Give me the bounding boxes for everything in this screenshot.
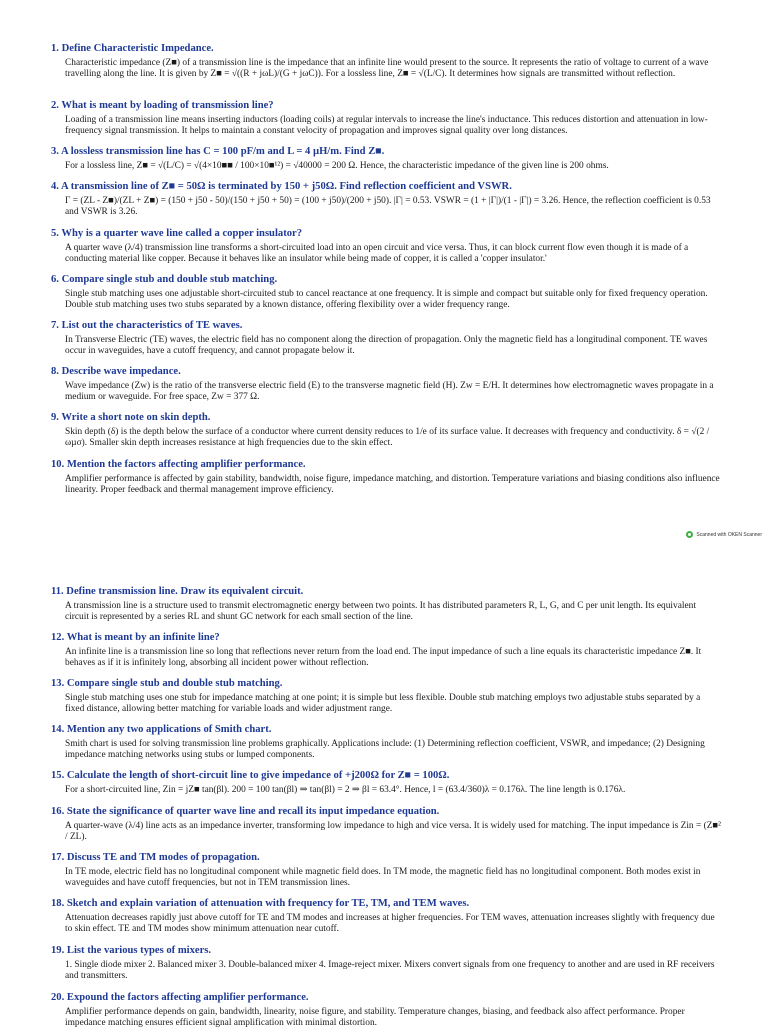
question-12 — [51, 631, 721, 668]
question-heading: 6. Compare single stub and double stub matching. — [51, 274, 278, 285]
question-20 — [51, 991, 721, 1028]
answer-text: Wave impedance (Zw) is the ratio of the transverse electric field (E) to the transverse magnetic field (H). Zw = E/H. It determines how electromagnetic waves propagate in a medium or waveguide. For free space, Zw = 377 Ω. — [65, 381, 714, 402]
question-heading: 2. What is meant by loading of transmission line? — [51, 100, 274, 111]
scanner-label: Scanned with OKEN Scanner — [696, 531, 762, 538]
question-15 — [51, 769, 721, 796]
answer-text: In Transverse Electric (TE) waves, the electric field has no component along the direction of propagation. Only the magnetic field has a longitudinal component. TE waves occur in waveguides, have a cutoff frequency, and cannot propagate below it. — [65, 335, 708, 356]
question-6 — [51, 273, 721, 310]
scanner-watermark — [686, 531, 762, 538]
answer-text: Amplifier performance depends on gain, bandwidth, linearity, noise figure, and stability. Temperature changes, biasing, and feedback also affect performance. Proper impedance matching ensures efficient signal amplification with minimal distortion. — [65, 1007, 685, 1028]
answer-text: Attenuation decreases rapidly just above cutoff for TE and TM modes and increases at higher frequencies. For TEM waves, attenuation increases slightly with frequency due to skin effect. TE and TM modes show minimum attenuation near cutoff. — [65, 913, 715, 934]
answer-text: For a lossless line, Z■ = √(L/C) = √(4×10■■ / 100×10■¹²) = √40000 = 200 Ω. Hence, the characteristic impedance of the given line is 200 ohms. — [65, 161, 609, 171]
question-heading: 4. A transmission line of Z■ = 50Ω is terminated by 150 + j50Ω. Find reflection coefficient and VSWR. — [51, 181, 512, 192]
question-10 — [51, 458, 721, 495]
document-page-2 — [0, 560, 768, 1028]
answer-text: Γ = (ZL - Z■)/(ZL + Z■) = (150 + j50 - 50)/(150 + j50 + 50) = (100 + j50)/(200 + j50). |Γ| = 0.53. VSWR = (1 + |Γ|)/(1 - |Γ|) = 3.26. Hence, the reflection coefficient is 0.53 and VSWR is 3.26. — [65, 196, 711, 217]
question-heading: 7. List out the characteristics of TE waves. — [51, 320, 243, 331]
answer-text: In TE mode, electric field has no longitudinal component while magnetic field does. In TM mode, the magnetic field has no longitudinal component. Both modes exist in waveguides and have cutoff frequencies, but not in TEM transmission lines. — [65, 867, 701, 888]
question-9 — [51, 411, 721, 448]
question-heading: 19. List the various types of mixers. — [51, 945, 212, 956]
scanner-logo-icon — [686, 531, 693, 538]
question-heading: 12. What is meant by an infinite line? — [51, 632, 220, 643]
question-2 — [51, 99, 721, 136]
question-heading: 18. Sketch and explain variation of attenuation with frequency for TE, TM, and TEM waves. — [51, 898, 470, 909]
answer-text: A quarter wave (λ/4) transmission line transforms a short-circuited load into an open circuit and vice versa. Thus, it can block current flow even though it is made of a conducting material like copper. Because it behaves like an insulator while being made of copper, it is called a 'copper insulator.' — [65, 243, 689, 264]
question-7 — [51, 319, 721, 356]
question-heading: 14. Mention any two applications of Smith chart. — [51, 724, 272, 735]
question-17 — [51, 851, 721, 888]
question-8 — [51, 365, 721, 402]
question-16 — [51, 805, 721, 842]
question-heading: 5. Why is a quarter wave line called a copper insulator? — [51, 228, 303, 239]
answer-text: Single stub matching uses one stub for impedance matching at one point; it is simple but less flexible. Double stub matching employs two adjustable stubs separated by a fixed distance, allowing better matching for variable loads and wider adjustment range. — [65, 693, 701, 714]
question-3 — [51, 145, 721, 172]
answer-text: Loading of a transmission line means inserting inductors (loading coils) at regular intervals to increase the line's inductance. This reduces distortion and attenuation in low-frequency signal transmission. It helps to maintain a constant velocity of propagation and improves signal quality over long distances. — [65, 115, 708, 136]
answer-text: Amplifier performance is affected by gain stability, bandwidth, noise figure, impedance matching, and distortion. Temperature variations and biasing conditions also influence linearity. Proper feedback and thermal management improve efficiency. — [65, 474, 720, 495]
question-4 — [51, 180, 721, 217]
question-18 — [51, 897, 721, 934]
question-19 — [51, 944, 721, 981]
answer-text: Smith chart is used for solving transmission line problems graphically. Applications include: (1) Determining reflection coefficient, VSWR, and impedance; (2) Designing impedance matching networks using stubs or lumped components. — [65, 739, 705, 760]
question-11 — [51, 585, 721, 622]
question-13 — [51, 677, 721, 714]
answer-text: For a short-circuited line, Zin = jZ■ tan(βl). 200 = 100 tan(βl) ⇒ tan(βl) = 2 ⇒ βl = 63.4°. Hence, l = (63.4/360)λ = 0.176λ. The line length is 0.176λ. — [65, 785, 626, 795]
question-heading: 17. Discuss TE and TM modes of propagation. — [51, 852, 260, 863]
question-heading: 8. Describe wave impedance. — [51, 366, 181, 377]
question-heading: 16. State the significance of quarter wave line and recall its input impedance equation. — [51, 806, 440, 817]
answer-text: Skin depth (δ) is the depth below the surface of a conductor where current density reduces to 1/e of its surface value. It decreases with frequency and conductivity. δ = √(2 / ωµσ). Smaller skin depth increases resistance at high frequencies due to the skin effect. — [65, 427, 710, 448]
answer-text: Characteristic impedance (Z■) of a transmission line is the impedance that an infinite line would present to the source. It represents the ratio of voltage to current of a wave travelling along the line. It is given by Z■ = √((R + jωL)/(G + jωC)). For a lossless line, Z■ = √(L/C). It determines how signals are transmitted without reflection. — [65, 58, 709, 79]
question-heading: 15. Calculate the length of short-circuit line to give impedance of +j200Ω for Z■ = 100Ω. — [51, 770, 450, 781]
question-heading: 10. Mention the factors affecting amplifier performance. — [51, 459, 306, 470]
question-heading: 1. Define Characteristic Impedance. — [51, 43, 214, 54]
question-heading: 13. Compare single stub and double stub matching. — [51, 678, 283, 689]
answer-text: A transmission line is a structure used to transmit electromagnetic energy between two points. It has distributed parameters R, L, G, and C per unit length. Its equivalent circuit is represented by a series RL and shunt GC network for each small section of the line. — [65, 601, 696, 622]
answer-text: A quarter-wave (λ/4) line acts as an impedance inverter, transforming low impedance to high and vice versa. It is widely used for matching. The input impedance is Zin = (Z■² / ZL). — [65, 821, 721, 842]
answer-text: Single stub matching uses one adjustable short-circuited stub to cancel reactance at one frequency. It is simple and compact but suitable only for fixed frequency operation. Double stub matching uses two stubs separated by a known distance, offering flexibility over a wider frequency range. — [65, 289, 708, 310]
answer-text: An infinite line is a transmission line so long that reflections never return from the load end. The input impedance of such a line equals its characteristic impedance Z■. It behaves as if it is infinitely long, absorbing all incident power without reflection. — [65, 647, 702, 668]
question-heading: 3. A lossless transmission line has C = 100 pF/m and L = 4 µH/m. Find Z■. — [51, 146, 385, 157]
question-14 — [51, 723, 721, 760]
question-heading: 11. Define transmission line. Draw its equivalent circuit. — [51, 586, 304, 597]
question-heading: 20. Expound the factors affecting amplifier performance. — [51, 992, 309, 1003]
question-1 — [51, 42, 721, 79]
question-5 — [51, 227, 721, 264]
answer-text: 1. Single diode mixer 2. Balanced mixer 3. Double-balanced mixer 4. Image-reject mixer. Mixers convert signals from one frequency to another and are used in RF receivers and transmitters. — [65, 960, 715, 981]
question-heading: 9. Write a short note on skin depth. — [51, 412, 211, 423]
